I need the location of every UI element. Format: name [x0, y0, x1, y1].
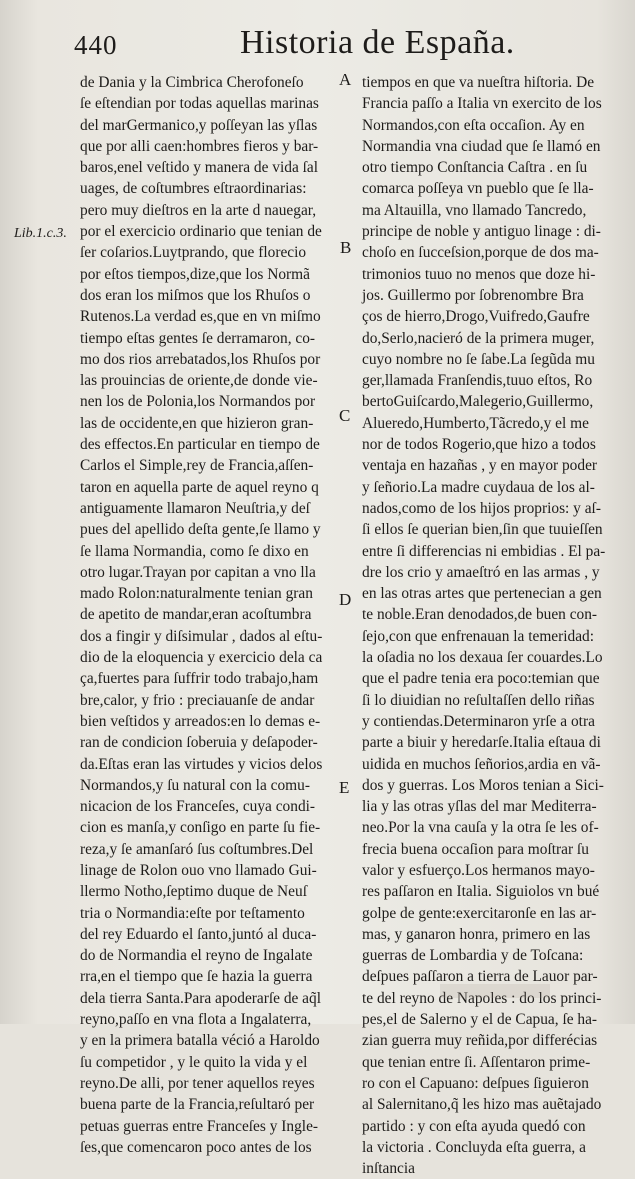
text-line: neo.Por la vna cauſa y la otra ſe les of- [362, 819, 599, 837]
text-line: Carlos el Simple,rey de Francia,aſſen- [80, 457, 314, 475]
text-line: do de Normandia el reyno de Ingalate [80, 947, 313, 965]
text-line: otro tiempo Conſtancia Caſtra . en ſu [362, 159, 588, 177]
text-line: al Salernitano,q̃ les hizo mas auẽtajado [362, 1096, 602, 1114]
text-line: rra,en el tiempo que ſe hazia la guerra [80, 968, 313, 986]
text-line: por el exercicio ordinario que tenian de [80, 223, 322, 241]
text-line: cion es manſa,y conſigo en parte ſu fie- [80, 819, 321, 837]
text-line: comarca poſſeya vn pueblo que ſe lla- [362, 180, 594, 198]
text-line: reza,y ſe amanſaró ſus coſtumbres.Del [80, 840, 314, 858]
text-line: parte a biuir y heredarſe.Italia eſtaua di [362, 734, 601, 752]
text-line: antiguamente llamaron Neuſtria,y deſ [80, 499, 310, 517]
text-line: pues del apellido deſta gente,ſe llamo y [80, 521, 321, 539]
text-line: y contiendas.Determinaron yrſe a otra [362, 712, 595, 730]
text-line: linage de Rolon ouo vno llamado Gui- [80, 861, 317, 879]
text-line: llermo Notho,ſeptimo duque de Neuſ [80, 883, 307, 901]
text-line: las prouincias de oriente,de donde vie- [80, 372, 318, 390]
text-line: frecia buena occaſion para moſtrar ſu [362, 840, 589, 858]
text-line: ma Altauilla, vno llamado Tancredo, [362, 201, 587, 219]
text-line: por eſtos tiempos,dize,que los Normã [80, 265, 310, 283]
text-line: res paſſaron en Italia. Siguiolos vn bué [362, 883, 600, 901]
text-line: del rey Eduardo el ſanto,juntó al duca- [80, 925, 317, 943]
text-line: valor y esfuerço.Los hermanos mayo- [362, 861, 595, 879]
text-line: principe de noble y antiguo linage : di- [362, 223, 601, 241]
text-line: otro lugar.Trayan por capitan a vno lla [80, 563, 316, 581]
text-line: que por alli caen:hombres fieros y bar- [80, 137, 319, 155]
left-column [80, 72, 338, 1158]
text-line: des effectos.En particular en tiempo de [80, 436, 320, 454]
text-line: taron en aquella parte de aquel reyno q [80, 478, 319, 496]
section-marker-a: A [339, 70, 352, 89]
text-line: mo dos rios arrebatados,los Rhuſos por [80, 350, 321, 368]
text-line: ſer coſarios.Luytprando, que florecio [80, 244, 307, 262]
text-line: que tenian entre ſi. Aſſentaron prime- [362, 1053, 591, 1071]
text-line: lia y las otras yſlas del mar Mediterra- [362, 798, 597, 816]
text-line: la victoria . Concluyda eſta guerra, a [362, 1138, 586, 1156]
text-line: dos y guerras. Los Moros tenian a Sici- [362, 776, 604, 794]
text-line: zian guerra muy reñida,por differécias [362, 1032, 598, 1050]
section-marker-c: C [339, 406, 351, 425]
text-line: partido : y con eſta ayuda quedó con [362, 1117, 586, 1135]
text-line: te noble.Eran denodados,de buen con- [362, 606, 598, 624]
text-line: da.Eſtas eran las virtudes y vicios delos [80, 755, 323, 773]
text-line: Normandos,con eſta occaſion. Ay en [362, 116, 585, 134]
text-line: buena parte de la Francia,reſultaró per [80, 1096, 315, 1114]
text-line: uages, de coſtumbres eſtraordinarias: [80, 180, 307, 198]
text-line: nen los de Polonia,los Normandos por [80, 393, 316, 411]
text-line: pero muy dieſtros en la arte d naueg​ar, [80, 201, 317, 219]
text-line: reyno,paſſo en vna flota a Ingalaterra, [80, 1011, 312, 1029]
text-line: de Dania y la Cimbrica Cherofoneſo [80, 74, 304, 91]
text-line: uidida en muchos ſeñorios,ardia en vã- [362, 755, 601, 773]
page-number: 440 [74, 30, 118, 60]
text-line: ventaja en hazañas , y en mayor poder [362, 457, 598, 475]
text-line: do,Serlo,nacieró de la primera muger, [362, 329, 595, 347]
text-line: bre,calor, y frio : preciauanſe de andar [80, 691, 315, 709]
faint-bleedthrough [440, 984, 550, 998]
text-line: Normandia vna ciudad que ſe llamó en [362, 137, 601, 155]
text-line: inſtancia [362, 1160, 415, 1178]
text-line: jos. Guillermo por ſobrenombre Bra [362, 286, 584, 304]
text-line: dos a fingir y diſsimular , dados al eſtu- [80, 627, 323, 645]
section-marker-d: D [339, 590, 352, 609]
text-line: bien veſtidos y arreados:en lo demas e- [80, 712, 321, 730]
text-line: deſpues paſſaron a tierra de Lauor par- [362, 968, 598, 986]
text-line: la oſadia no los dexaua ſer couardes.Lo [362, 649, 603, 667]
text-line: y ſeñorio.La madre cuydaua de los al- [362, 478, 595, 496]
text-line: ſejo,con que enfrenauan la temeridad: [362, 627, 595, 645]
text-line: mado Rolon:naturalmente tenian gran [80, 585, 313, 603]
text-line: ços de hierro,Drogo,Vuifredo,Gaufre [362, 308, 590, 326]
text-line: ſi lo diuidian no reſultaſſen dello riñas [362, 691, 595, 709]
text-line: que el padre tenia era poco:temian que [362, 670, 600, 688]
text-line: petuas guerras entre Franceſes y Ingle- [80, 1117, 319, 1135]
text-line: tiempo eſtas gentes ſe derramaron, co- [80, 329, 316, 347]
text-line: ſes,que comencaron poco antes de los [80, 1138, 312, 1156]
text-line: bertoGuiſcardo,Malegerio,Guillermo, [362, 393, 594, 411]
text-line: te del reyno de Napoles : do los princi- [362, 989, 602, 1007]
text-line: ça,fuertes para ſuffrir todo trabajo,ham [80, 670, 319, 688]
text-line: ro con el Capuano: deſpues ſiguieron [362, 1074, 589, 1092]
text-line: Alueredo,Humberto,Tãcredo,y el me [362, 414, 589, 432]
text-line: dre los crio y amaeſtró en las armas , y [362, 563, 600, 581]
text-line: dela tierra Santa.Para apoderarſe de aq̃l [80, 989, 321, 1007]
text-line: tria o Normandia:eſte por teſtamento [80, 904, 305, 922]
text-line: ſu competidor , y le quito la vida y el [80, 1053, 308, 1071]
right-column [362, 72, 604, 1179]
text-line: cuyo nombre no ſe ſabe.La ſegũda mu [362, 350, 595, 368]
text-line: dio de la eloquencia y exercicio dela ca [80, 649, 323, 667]
text-line: entre ſi differencias ni embidias . El pa- [362, 542, 606, 560]
text-line: ſe eſtendian por todas aquellas marinas [80, 95, 319, 113]
section-marker-e: E [339, 778, 350, 797]
text-line: Normandos,y ſu natural con la comu- [80, 776, 310, 794]
text-line: Francia paſſo a Italia vn exercito de los [362, 95, 602, 113]
text-line: del marGermanico,y poſſeyan las yſlas [80, 116, 318, 134]
text-line: reyno.De alli, por tener aquellos reyes [80, 1074, 315, 1092]
text-line: ſe llama Normandia, como ſe dixo en [80, 542, 309, 560]
text-line: tiempos en que va nueſtra hiſtoria. De [362, 74, 595, 91]
running-head: Historia de España. [240, 24, 515, 61]
text-line: ſi ellos ſe querian bien,ſin que tuuieſſen [362, 521, 603, 539]
text-line: y en la primera batalla véció a Haroldo [80, 1032, 320, 1050]
text-line: nor de todos Rogerio,que hizo a todos [362, 436, 596, 454]
text-line: pes,el de Salerno y el de Capua, ſe ha- [362, 1011, 598, 1029]
text-line: en las otras artes que pertenecian a gen [362, 585, 602, 603]
text-line: mas, y ganaron honra, primero en las [362, 925, 591, 943]
text-line: ger,llamada Franſendis,tuuo eſtos, Ro [362, 372, 593, 390]
text-line: de apetito de mandar,eran acoſtumbra [80, 606, 312, 624]
text-line: guerras de Lombardia y de Toſcana: [362, 947, 584, 965]
text-line: nicacion de los Franceſes, cuya condi- [80, 798, 316, 816]
text-line: dos eran los miſmos que los Rhuſos o [80, 286, 311, 304]
text-line: nados,como de los hijos proprios: y aſ- [362, 499, 601, 517]
text-line: choſo en ſucceſsion,porque de dos ma- [362, 244, 599, 262]
section-marker-b: B [340, 238, 352, 257]
text-line: trimonios tuuo no menos que doze hi- [362, 265, 596, 283]
text-line: ran de condicion ſoberuia y deſapoder- [80, 734, 318, 752]
margin-note: Lib.1.c.3. [14, 226, 67, 241]
text-line: Rutenos.La verdad es,que en vn miſmo [80, 308, 321, 326]
text-line: golpe de gente:exercitaronſe en las ar- [362, 904, 597, 922]
text-line: las de occidente,en que hizieron gran- [80, 414, 314, 432]
text-line: baros,enel veſtido y manera de vida ſal [80, 159, 319, 177]
